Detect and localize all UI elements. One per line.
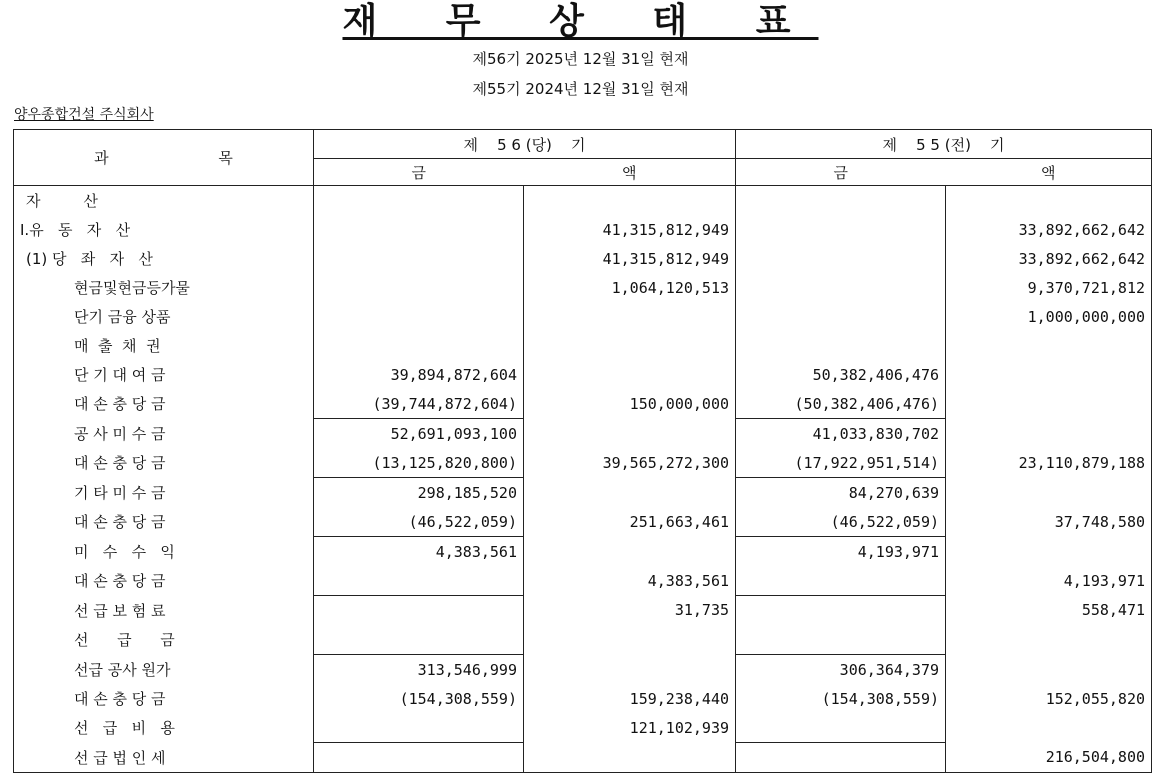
amount-cell: 84,270,639	[736, 478, 946, 508]
row-label: 선 급 비 용	[74, 719, 175, 738]
row-label: 공 사 미 수 금	[74, 424, 166, 443]
amount-cell	[524, 419, 736, 449]
amount-cell	[946, 537, 1152, 567]
period-previous: 제55기 2024년 12월 31일 현재	[472, 80, 689, 98]
table-row	[14, 507, 1152, 537]
row-label: 대 손 충 당 금	[74, 454, 166, 473]
current-period-header: 제 5 6 (당) 기	[314, 130, 736, 159]
amount-cell: 33,892,662,642	[946, 215, 1152, 244]
amount-cell: 152,055,820	[946, 684, 1152, 713]
amount-cell	[946, 655, 1152, 685]
amount-cell: 298,185,520	[314, 478, 524, 508]
amount-cell: 4,383,561	[524, 566, 736, 596]
amount-cell: 52,691,093,100	[314, 419, 524, 449]
document-title: 재 무 상 태 표	[342, 1, 819, 42]
amount-cell	[524, 186, 736, 216]
amount-cell	[314, 215, 524, 244]
amount-cell	[946, 389, 1152, 419]
amount-cell: 313,546,999	[314, 655, 524, 685]
table-row	[14, 215, 1152, 244]
amount-header-gum-prev: 금	[736, 159, 946, 186]
amount-cell: 39,894,872,604	[314, 360, 524, 389]
amount-cell	[524, 655, 736, 685]
amount-cell	[736, 302, 946, 331]
amount-cell	[946, 713, 1152, 743]
table-row	[14, 448, 1152, 478]
row-label: 대 손 충 당 금	[74, 690, 166, 708]
amount-cell	[524, 302, 736, 331]
amount-cell: 23,110,879,188	[946, 448, 1152, 478]
amount-header-aek: 액	[524, 159, 736, 186]
amount-cell	[524, 478, 736, 508]
amount-cell	[524, 331, 736, 360]
amount-cell	[946, 625, 1152, 655]
amount-cell: (17,922,951,514)	[736, 448, 946, 478]
amount-cell: 4,193,971	[736, 537, 946, 567]
amount-cell	[314, 273, 524, 302]
amount-cell	[736, 215, 946, 244]
table-row	[14, 273, 1152, 302]
row-label: 대 손 충 당 금	[74, 395, 166, 414]
amount-cell: 31,735	[524, 596, 736, 626]
amount-cell: 41,315,812,949	[524, 215, 736, 244]
table-row	[14, 478, 1152, 508]
amount-cell	[314, 713, 524, 743]
amount-cell	[524, 360, 736, 389]
row-label: 선 급 법 인 세	[74, 748, 166, 767]
amount-cell: (154,308,559)	[736, 684, 946, 713]
amount-cell	[314, 743, 524, 773]
amount-cell	[524, 743, 736, 773]
table-row	[14, 302, 1152, 331]
amount-cell: 37,748,580	[946, 507, 1152, 537]
amount-cell: (46,522,059)	[736, 507, 946, 537]
amount-cell: (154,308,559)	[314, 684, 524, 713]
amount-cell	[524, 537, 736, 567]
amount-cell	[314, 566, 524, 596]
amount-cell: 4,193,971	[946, 566, 1152, 596]
amount-cell	[736, 566, 946, 596]
amount-cell	[736, 244, 946, 273]
amount-cell	[314, 186, 524, 216]
row-label: 자 산	[26, 192, 98, 210]
amount-cell	[946, 478, 1152, 508]
amount-cell	[736, 331, 946, 360]
amount-cell: 159,238,440	[524, 684, 736, 713]
amount-cell	[736, 713, 946, 743]
amount-cell: 39,565,272,300	[524, 448, 736, 478]
amount-cell	[736, 273, 946, 302]
row-label: 미 수 수 익	[74, 542, 175, 561]
amount-cell	[736, 186, 946, 216]
row-label: 선 급 보 험 료	[74, 601, 166, 620]
amount-cell: 1,064,120,513	[524, 273, 736, 302]
row-label: 단기 금융 상품	[74, 308, 171, 326]
amount-cell: 121,102,939	[524, 713, 736, 743]
amount-cell: 1,000,000,000	[946, 302, 1152, 331]
table-row	[14, 186, 1152, 216]
amount-header-gum: 금	[314, 159, 524, 186]
row-label: Ⅰ.유 동 자 산	[20, 221, 131, 239]
table-row	[14, 743, 1152, 773]
row-label: 기 타 미 수 금	[74, 483, 166, 502]
table-row	[14, 419, 1152, 449]
amount-cell: 4,383,561	[314, 537, 524, 567]
table-row	[14, 713, 1152, 743]
table-row	[14, 360, 1152, 389]
row-label: 현금및현금등가물	[74, 279, 190, 297]
amount-cell: (50,382,406,476)	[736, 389, 946, 419]
amount-cell: 9,370,721,812	[946, 273, 1152, 302]
row-label: 매 출 채 권	[74, 337, 161, 355]
item-header: 과 목	[14, 130, 314, 186]
row-label: 선급 공사 원가	[74, 660, 171, 679]
table-row	[14, 596, 1152, 626]
table-row	[14, 244, 1152, 273]
amount-cell	[314, 302, 524, 331]
amount-cell: 216,504,800	[946, 743, 1152, 773]
amount-cell	[736, 743, 946, 773]
previous-period-header: 제 5 5 (전) 기	[736, 130, 1152, 159]
row-label: 단 기 대 여 금	[74, 366, 166, 384]
amount-cell	[314, 625, 524, 655]
amount-cell: (39,744,872,604)	[314, 389, 524, 419]
table-row	[14, 389, 1152, 419]
amount-cell: 41,033,830,702	[736, 419, 946, 449]
amount-cell: 251,663,461	[524, 507, 736, 537]
table-row	[14, 537, 1152, 567]
amount-cell	[946, 186, 1152, 216]
table-row	[14, 655, 1152, 685]
amount-cell: 150,000,000	[524, 389, 736, 419]
row-label: 대 손 충 당 금	[74, 572, 166, 591]
row-label: 대 손 충 당 금	[74, 513, 166, 532]
table-row	[14, 684, 1152, 713]
amount-cell: 558,471	[946, 596, 1152, 626]
amount-cell: 306,364,379	[736, 655, 946, 685]
amount-cell	[314, 596, 524, 626]
row-label: (1) 당 좌 자 산	[26, 250, 153, 268]
company-name: 양우종합건설 주식회사	[14, 107, 154, 123]
amount-cell	[314, 331, 524, 360]
table-row	[14, 625, 1152, 655]
amount-cell: 33,892,662,642	[946, 244, 1152, 273]
amount-cell	[946, 360, 1152, 389]
amount-cell: 50,382,406,476	[736, 360, 946, 389]
amount-cell: (13,125,820,800)	[314, 448, 524, 478]
table-row	[14, 331, 1152, 360]
table-row	[14, 566, 1152, 596]
amount-cell	[524, 625, 736, 655]
balance-sheet-table	[13, 129, 1152, 773]
period-current: 제56기 2025년 12월 31일 현재	[472, 50, 689, 68]
amount-cell: 41,315,812,949	[524, 244, 736, 273]
amount-cell	[314, 244, 524, 273]
amount-cell: (46,522,059)	[314, 507, 524, 537]
amount-cell	[736, 625, 946, 655]
row-label: 선 급 금	[74, 631, 175, 650]
amount-header-aek-prev: 액	[946, 159, 1152, 186]
amount-cell	[946, 331, 1152, 360]
amount-cell	[946, 419, 1152, 449]
amount-cell	[736, 596, 946, 626]
